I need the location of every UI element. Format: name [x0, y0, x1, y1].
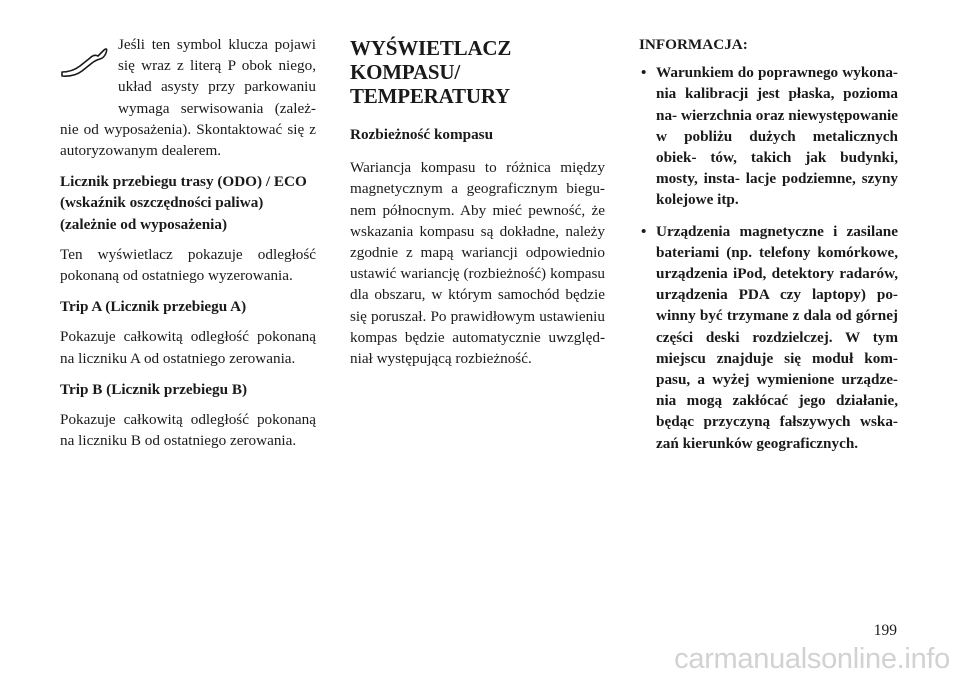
compass-variance-text: Wariancja kompasu to różnica między magnetycznym a geograficznym biegu- nem północnym. Aby mieć pewność, że wskazania kompasu są dokładne, należy zgodnie z mapą wariancji odpowiednio ustawić wariancję (rozbieżność) kompasu dla obszaru, w którym samochód będzie się poruszał. Po prawidłowym ustawieniu kompas będzie automatycznie uwzględ- niał występującą rozbieżność.	[350, 159, 605, 368]
wrench-icon	[56, 34, 116, 100]
section-title: WYŚWIETLACZ KOMPASU/ TEMPERATURY	[350, 36, 512, 108]
trip-a-text: Pokazuje całkowitą odległość pokonaną na liczniku A od ostatniego zerowania.	[60, 328, 316, 367]
subsection-title: Rozbieżność kompasu	[350, 126, 494, 143]
info-item	[639, 62, 898, 210]
bullet-icon: •	[641, 222, 647, 240]
right-column	[639, 34, 898, 464]
info-item-text: Warunkiem do poprawnego wykona- nia kalibracji jest płaska, pozioma na- wierzchnia oraz niewystępowanie w pobliżu dużych metalicznych obiek- tów, takich jak budynki, mosty, insta- lacje podziemne, szyny kolejowe itp.	[656, 64, 898, 209]
info-title: INFORMACJA:	[639, 36, 748, 53]
info-item	[639, 221, 898, 454]
odo-text: Ten wyświetlacz pokazuje odległość pokonaną od ostatniego wyzerowania.	[60, 245, 316, 285]
trip-b-text: Pokazuje całkowitą odległość pokonaną na liczniku B od ostatniego zerowania.	[60, 411, 316, 450]
trip-a-heading: Trip A (Licznik przebiegu A)	[60, 298, 247, 316]
odo-heading: Licznik przebiegu trasy (ODO) / ECO (wskaźnik oszczędności paliwa) (zależnie od wyposażenia)	[60, 173, 307, 233]
watermark: carmanualsonline.info	[674, 643, 950, 675]
middle-column	[350, 34, 605, 379]
wrench-warning-text: Jeśli ten symbol klucza pojawi się wraz z literą P obok niego, układ asysty przy parkowaniu wymaga serwisowania (zależ- nie od wyposażenia). Skontaktować się z autoryzowanym dealerem.	[60, 36, 316, 160]
info-item-text: Urządzenia magnetyczne i zasilane bateriami (np. telefony komórkowe, urządzenia iPod, detektory radarów, urządzenia PDA czy laptopy) po- winny być trzymane z dala od górnej części deski rozdzielczej. W tym miejscu znajduje się moduł kom- pasu, a wyżej wymienione urządze- nia mogą zakłócać jego działanie, będąc przyczyną fałszywych wska- zań kierunków geograficznych.	[656, 222, 898, 452]
info-list	[639, 62, 898, 454]
left-column	[60, 34, 316, 461]
bullet-icon: •	[641, 64, 647, 82]
page-number: 199	[873, 622, 897, 639]
trip-b-heading: Trip B (Licznik przebiegu B)	[60, 380, 248, 398]
